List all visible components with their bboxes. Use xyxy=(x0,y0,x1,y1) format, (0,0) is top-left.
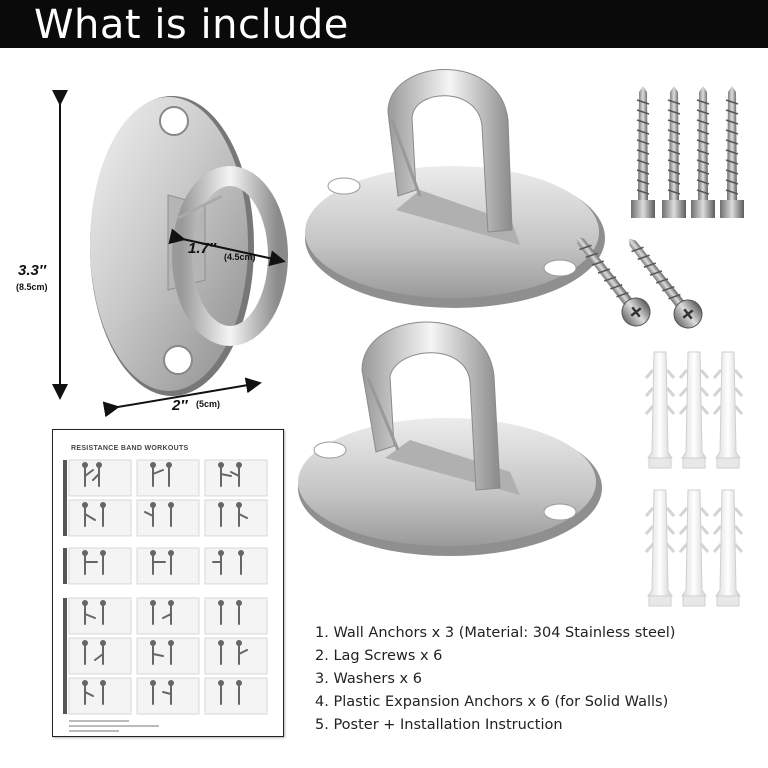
plastic-expansion-anchors xyxy=(646,352,742,606)
wall-anchor-angled-bottom xyxy=(298,322,602,556)
poster-exercise-grid xyxy=(53,430,283,736)
ring-label: 1.7″ xyxy=(188,240,217,257)
header-title: What is include xyxy=(34,2,349,48)
list-item: 4. Plastic Expansion Anchors x 6 (for Solid Walls) xyxy=(315,694,669,710)
list-item: 3. Washers x 6 xyxy=(315,671,422,687)
wall-anchor-front xyxy=(90,96,278,396)
list-item: 2. Lag Screws x 6 xyxy=(315,648,443,664)
width-label: 2″ xyxy=(172,397,188,414)
width-sub-label: (5cm) xyxy=(196,399,221,409)
wall-anchor-angled-top xyxy=(305,70,605,309)
lag-screws-vertical xyxy=(631,86,744,218)
lag-screws-angled xyxy=(566,228,708,334)
list-item: 1. Wall Anchors x 3 (Material: 304 Stainless steel) xyxy=(315,625,676,641)
height-label: 3.3″ xyxy=(18,262,47,279)
poster-title: RESISTANCE BAND WORKOUTS xyxy=(71,445,189,452)
list-item: 5. Poster + Installation Instruction xyxy=(315,717,563,733)
package-contents-list xyxy=(315,622,735,737)
workout-poster xyxy=(52,429,284,737)
dimension-height xyxy=(16,98,60,392)
height-sub-label: (8.5cm) xyxy=(16,282,48,292)
ring-sub-label: (4.5cm) xyxy=(224,252,256,262)
